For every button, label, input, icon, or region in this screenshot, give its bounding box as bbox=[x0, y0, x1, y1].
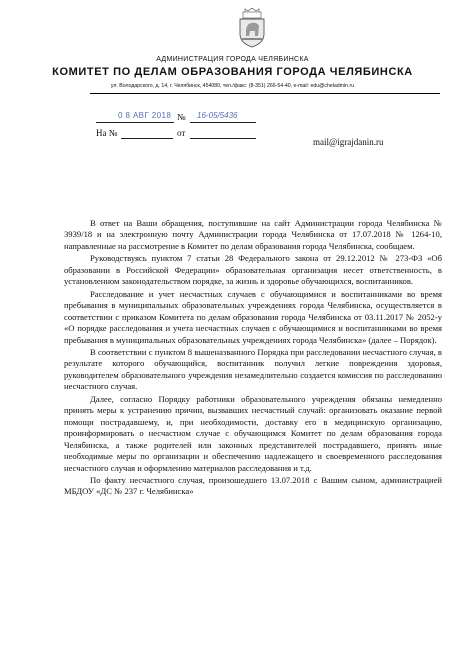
addressee-email: mail@igrajdanin.ru bbox=[313, 137, 384, 147]
number-label: № bbox=[177, 112, 186, 122]
body-paragraph: В соответствии с пунктом 8 вышеназванного Порядка при расследовании несчастного случая, в результате которого обучающийся, воспитанник получил легкие повреждения здоровья, руководителем образовательного учреждения незамедлительно создается комиссия по расследованию несчастного случая. bbox=[64, 346, 442, 392]
body-paragraph: Далее, согласно Порядку работники образовательного учреждения обязаны немедленно принять меры к устранению причин, вызвавших несчастный случай: организовать оказание первой помощи пострадавшему, и, при необходимости, доставку его в медицинскую организацию, проинформировать о несчастном случае с обучающимся Комитет по делам образования города Челябинска, а также родителей или законных представителей пострадавшего, принять иные необходимые меры по организации и обеспечению надлежащего и своевременного расследования несчастного случая и оформлению материалов расследования и т.д. bbox=[64, 393, 442, 473]
letter-body bbox=[64, 218, 442, 498]
number-underline bbox=[190, 122, 256, 123]
org-address: ул. Володарского, д. 14, г. Челябинск, 454080, тел./факс: (8-351) 266-54-40, e-mail: edu@cheladmin.ru bbox=[110, 83, 355, 89]
org-line-committee: КОМИТЕТ ПО ДЕЛАМ ОБРАЗОВАНИЯ ГОРОДА ЧЕЛЯБИНСКА bbox=[52, 66, 413, 78]
in-reply-label: На № bbox=[96, 128, 118, 138]
from-underline bbox=[190, 138, 256, 139]
registration-date: 0 8 АВГ 2018 bbox=[118, 111, 172, 120]
body-paragraph: По факту несчастного случая, произошедшего 13.07.2018 с Вашим сыном, администрацией МБДОУ «ДС № 237 г. Челябинска» bbox=[64, 474, 442, 497]
body-paragraph: Руководствуясь пунктом 7 статьи 28 Федерального закона от 29.12.2012 № 273-ФЗ «Об образовании в Российской Федерации» образовательная организация несет ответственность, в установленном законодательством порядке, за жизнь и здоровье обучающихся, воспитанников. bbox=[64, 253, 442, 287]
from-label: от bbox=[177, 128, 186, 138]
body-paragraph: В ответ на Ваши обращения, поступившие на сайт Администрации города Челябинска № 3939/18 и на электронную почту Администрации города Челябинска от 17.07.2018 № 1264-10, направленные на рассмотрение в Комитет по делам образования города Челябинска, сообщаем. bbox=[64, 218, 442, 251]
org-line-administration: АДМИНИСТРАЦИЯ ГОРОДА ЧЕЛЯБИНСКА bbox=[156, 56, 309, 63]
in-reply-underline bbox=[121, 138, 173, 139]
coat-of-arms-icon bbox=[237, 8, 267, 48]
date-underline bbox=[96, 122, 174, 123]
registration-number: 16-05/5436 bbox=[197, 111, 238, 120]
body-paragraph: Расследование и учет несчастных случаев с обучающимися и воспитанниками во время пребывания в муниципальных образовательных учреждениях города Челябинска, осуществляется в соответствии с приказом Комитета по делам образования города Челябинска от 03.11.2017 № 2052-у «О порядке расследования и учета несчастных случаев с обучающимися и воспитанниками во время пребывания в муниципальных образовательных учреждениях города Челябинска» (далее – Порядок). bbox=[64, 288, 442, 345]
header-divider bbox=[90, 93, 440, 94]
